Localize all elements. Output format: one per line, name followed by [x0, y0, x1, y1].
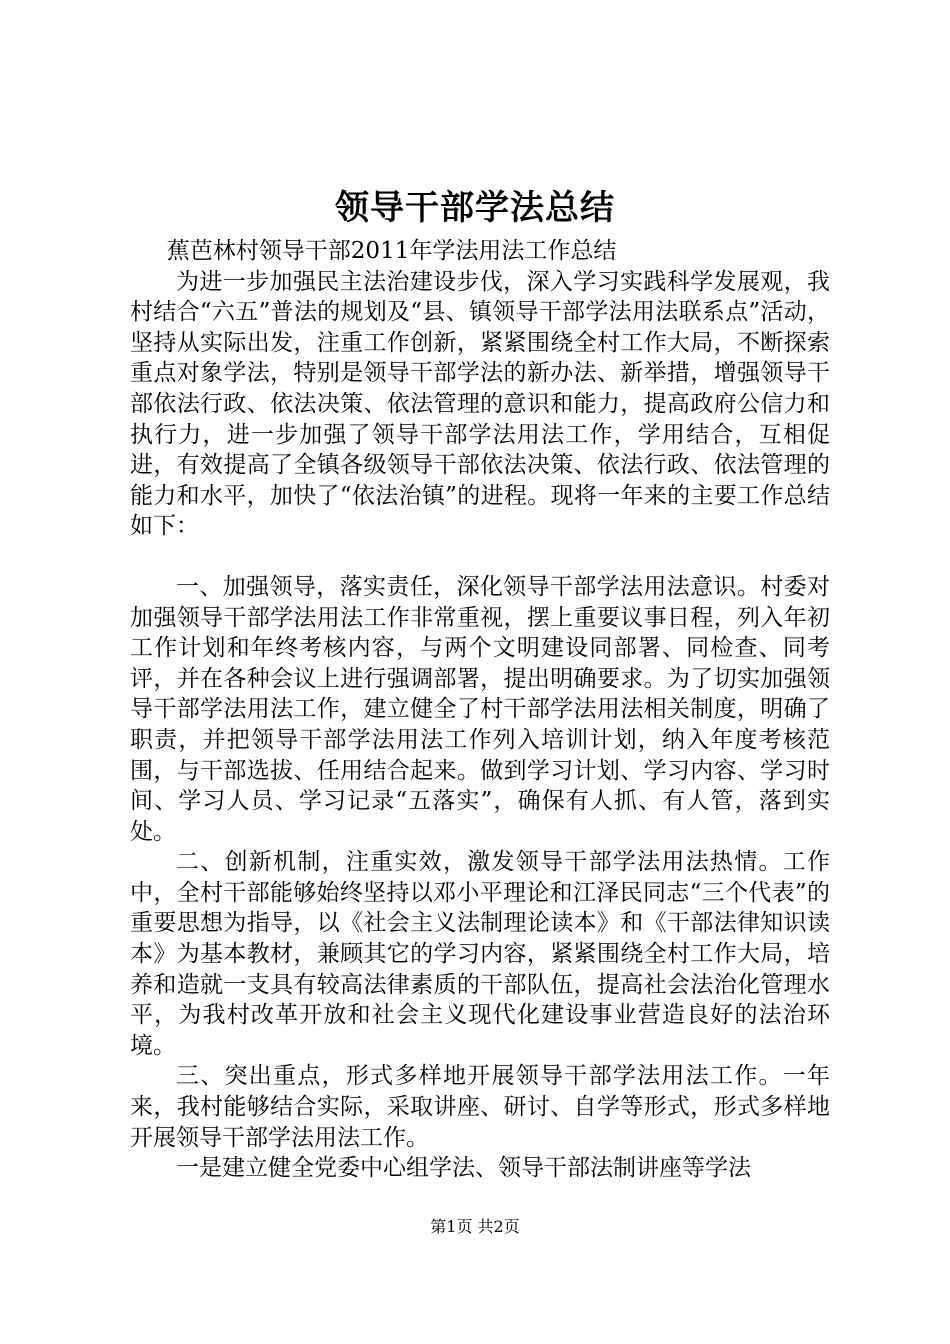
intro-paragraph: 为进一步加强民主法治建设步伐，深入学习实践科学发展观，我村结合“六五”普法的规划及“县、镇领导干部学法用法联系点”活动，坚持从实际出发，注重工作创新，紧紧围绕全村工作大局，不断探索重点对象学法，特别是领导干部学法的新办法、新举措，增强领导干部依法行政、依法决策、依法管理的意识和能力，提高政府公信力和执行力，进一步加强了领导干部学法用法工作，学用结合，互相促进，有效提高了全镇各级领导干部依法决策、依法行政、依法管理的能力和水平，加快了“依法治镇”的进程。现将一年来的主要工作总结如下：: [130, 268, 830, 540]
section-2-paragraph: 二、创新机制，注重实效，激发领导干部学法用法热情。工作中，全村干部能够始终坚持以邓小平理论和江泽民同志“三个代表”的重要思想为指导，以《社会主义法制理论读本》和《干部法律知识读本》为基本教材，兼顾其它的学习内容，紧紧围绕全村工作大局，培养和造就一支具有较高法律素质的干部队伍，提高社会法治化管理水平，为我村改革开放和社会主义现代化建设事业营造良好的法治环境。: [130, 849, 830, 1059]
page-number-footer: 第1页 共2页: [430, 1217, 520, 1236]
section-1-paragraph: 一、加强领导，落实责任，深化领导干部学法用法意识。村委对加强领导干部学法用法工作非常重视，摆上重要议事日程，列入年初工作计划和年终考核内容，与两个文明建设同部署、同检查、同考评，并在各种会议上进行强调部署，提出明确要求。为了切实加强领导干部学法用法工作，建立健全了村干部学法用法相关制度，明确了职责，并把领导干部学法用法工作列入培训计划，纳入年度考核范围，与干部选拔、任用结合起来。做到学习计划、学习内容、学习时间、学习人员、学习记录“五落实”，确保有人抓、有人管，落到实处。: [130, 573, 830, 845]
section-3-paragraph: 三、突出重点，形式多样地开展领导干部学法用法工作。一年来，我村能够结合实际，采取讲座、研讨、自学等形式，形式多样地开展领导干部学法用法工作。: [130, 1063, 830, 1151]
document-title: 领导干部学法总结: [335, 188, 615, 228]
document-subtitle: 蕉芭林村领导干部2011年学法用法工作总结: [166, 238, 617, 264]
paragraph-spacer: [130, 542, 830, 572]
document-body: [130, 236, 830, 1184]
section-3-item-1-paragraph: 一是建立健全党委中心组学法、领导干部法制讲座等学法: [176, 1155, 751, 1182]
